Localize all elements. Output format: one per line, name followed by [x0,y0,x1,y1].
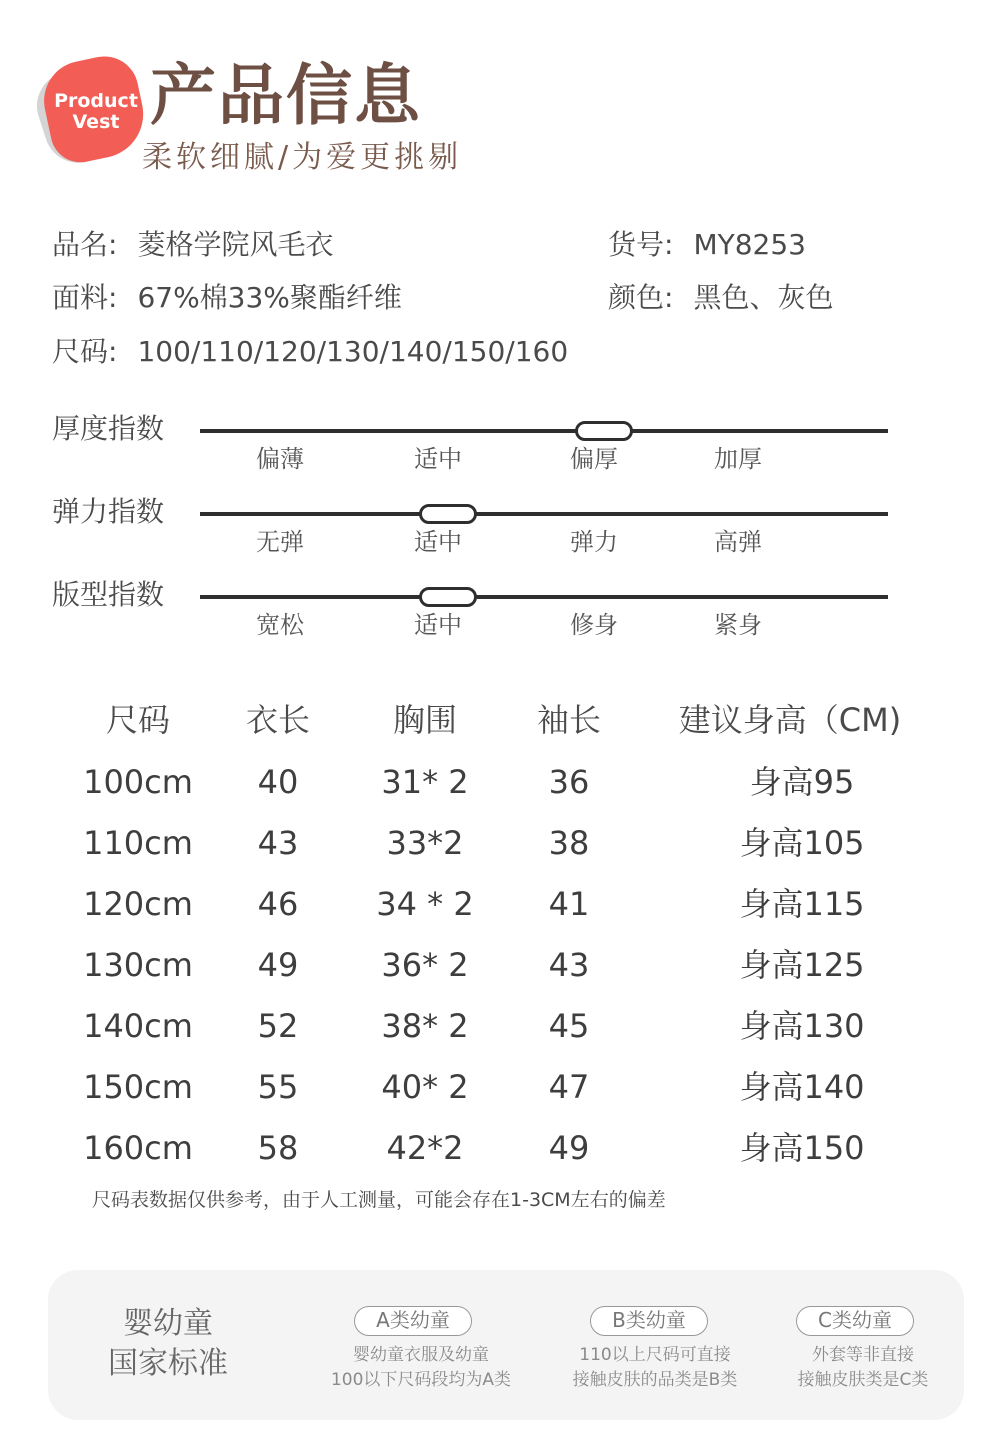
table-header-cell: 建议身高（CM) [678,701,902,739]
info-value: 67%棉33%聚酯纤维 [137,281,402,314]
index-track [200,512,888,516]
info-fabric [52,281,402,315]
table-header-cell: 尺码 [105,701,170,739]
table-cell: 43 [548,946,590,984]
index-option: 适中 [414,528,462,556]
standards-title-line1: 婴幼童 [123,1306,213,1341]
page-title: 产品信息 [150,57,422,134]
index-label: 弹力指数 [52,495,165,528]
table-cell: 33*2 [386,824,464,862]
brand-logo [32,55,147,165]
index-knob[interactable] [419,587,477,607]
index-label: 版型指数 [52,578,165,611]
size-table-note: 尺码表数据仅供参考，由于人工测量，可能会存在1-3CM左右的偏差 [92,1189,666,1211]
table-cell: 身高115 [739,885,865,923]
logo-text-line2: Vest [72,111,120,133]
info-label: 颜色: [608,281,674,314]
table-cell: 110cm [83,824,193,862]
index-track [200,429,888,433]
category-b-badge: B类幼童 [590,1306,708,1336]
table-cell: 身高130 [739,1007,865,1045]
standards-box [48,1270,964,1420]
category-c-badge: C类幼童 [796,1306,914,1336]
table-cell: 43 [257,824,299,862]
table-header-cell: 衣长 [245,701,310,739]
table-cell: 身高95 [749,763,855,801]
info-label: 尺码: [52,335,118,368]
index-option: 高弹 [714,528,762,556]
table-cell: 身高125 [739,946,865,984]
index-option: 偏薄 [256,445,304,473]
category-a-desc-line2: 100以下尺码段均为A类 [330,1370,512,1390]
table-cell: 41 [548,885,590,923]
info-sku [608,228,806,262]
category-c-desc-line2: 接触皮肤类是C类 [797,1370,929,1390]
table-cell: 52 [257,1007,299,1045]
standards-title-line2: 国家标准 [108,1346,228,1381]
table-cell: 130cm [83,946,193,984]
info-value: 黑色、灰色 [693,281,834,314]
table-cell: 49 [257,946,299,984]
index-option: 修身 [570,611,618,639]
page-subtitle: 柔软细腻/为爱更挑剔 [142,140,463,175]
category-a-desc-line1: 婴幼童衣服及幼童 [353,1345,489,1365]
table-cell: 100cm [83,763,193,801]
index-option: 适中 [414,611,462,639]
index-knob[interactable] [419,504,477,524]
info-value: 菱格学院风毛衣 [137,228,334,261]
index-option: 偏厚 [570,445,618,473]
index-option: 无弹 [256,528,304,556]
table-cell: 160cm [83,1129,193,1167]
index-option: 宽松 [256,611,304,639]
table-cell: 140cm [83,1007,193,1045]
info-size [52,335,568,369]
table-header-cell: 袖长 [536,701,601,739]
index-option: 加厚 [714,445,762,473]
category-c-desc-line1: 外套等非直接 [812,1345,914,1365]
table-cell: 150cm [83,1068,193,1106]
info-label: 品名: [52,228,118,261]
table-header-cell: 胸围 [392,701,457,739]
index-track [200,595,888,599]
index-knob[interactable] [575,421,633,441]
table-cell: 45 [548,1007,590,1045]
table-cell: 49 [548,1129,590,1167]
index-option: 适中 [414,445,462,473]
info-product-name [52,228,333,262]
category-b-desc-line1: 110以上尺码可直接 [579,1345,731,1365]
table-cell: 36 [548,763,590,801]
info-label: 货号: [608,228,674,261]
table-cell: 31* 2 [381,763,469,801]
table-cell: 34 * 2 [376,885,474,923]
table-cell: 47 [548,1068,590,1106]
table-cell: 40* 2 [381,1068,469,1106]
table-cell: 38* 2 [381,1007,469,1045]
info-color [608,281,833,315]
logo-text-line1: Product [54,90,138,112]
table-cell: 38 [548,824,590,862]
table-cell: 身高150 [739,1129,865,1167]
category-b-desc-line2: 接触皮肤的品类是B类 [572,1370,738,1390]
table-cell: 42*2 [386,1129,464,1167]
table-cell: 46 [257,885,299,923]
table-cell: 58 [257,1129,299,1167]
info-label: 面料: [52,281,118,314]
info-value: 100/110/120/130/140/150/160 [137,335,569,368]
index-label: 厚度指数 [52,412,165,445]
table-cell: 55 [257,1068,299,1106]
table-cell: 36* 2 [381,946,469,984]
table-cell: 40 [257,763,299,801]
index-option: 紧身 [714,611,762,639]
index-option: 弹力 [570,528,618,556]
table-cell: 身高105 [739,824,865,862]
category-a-badge: A类幼童 [354,1306,472,1336]
table-cell: 120cm [83,885,193,923]
table-cell: 身高140 [739,1068,865,1106]
info-value: MY8253 [693,228,806,261]
